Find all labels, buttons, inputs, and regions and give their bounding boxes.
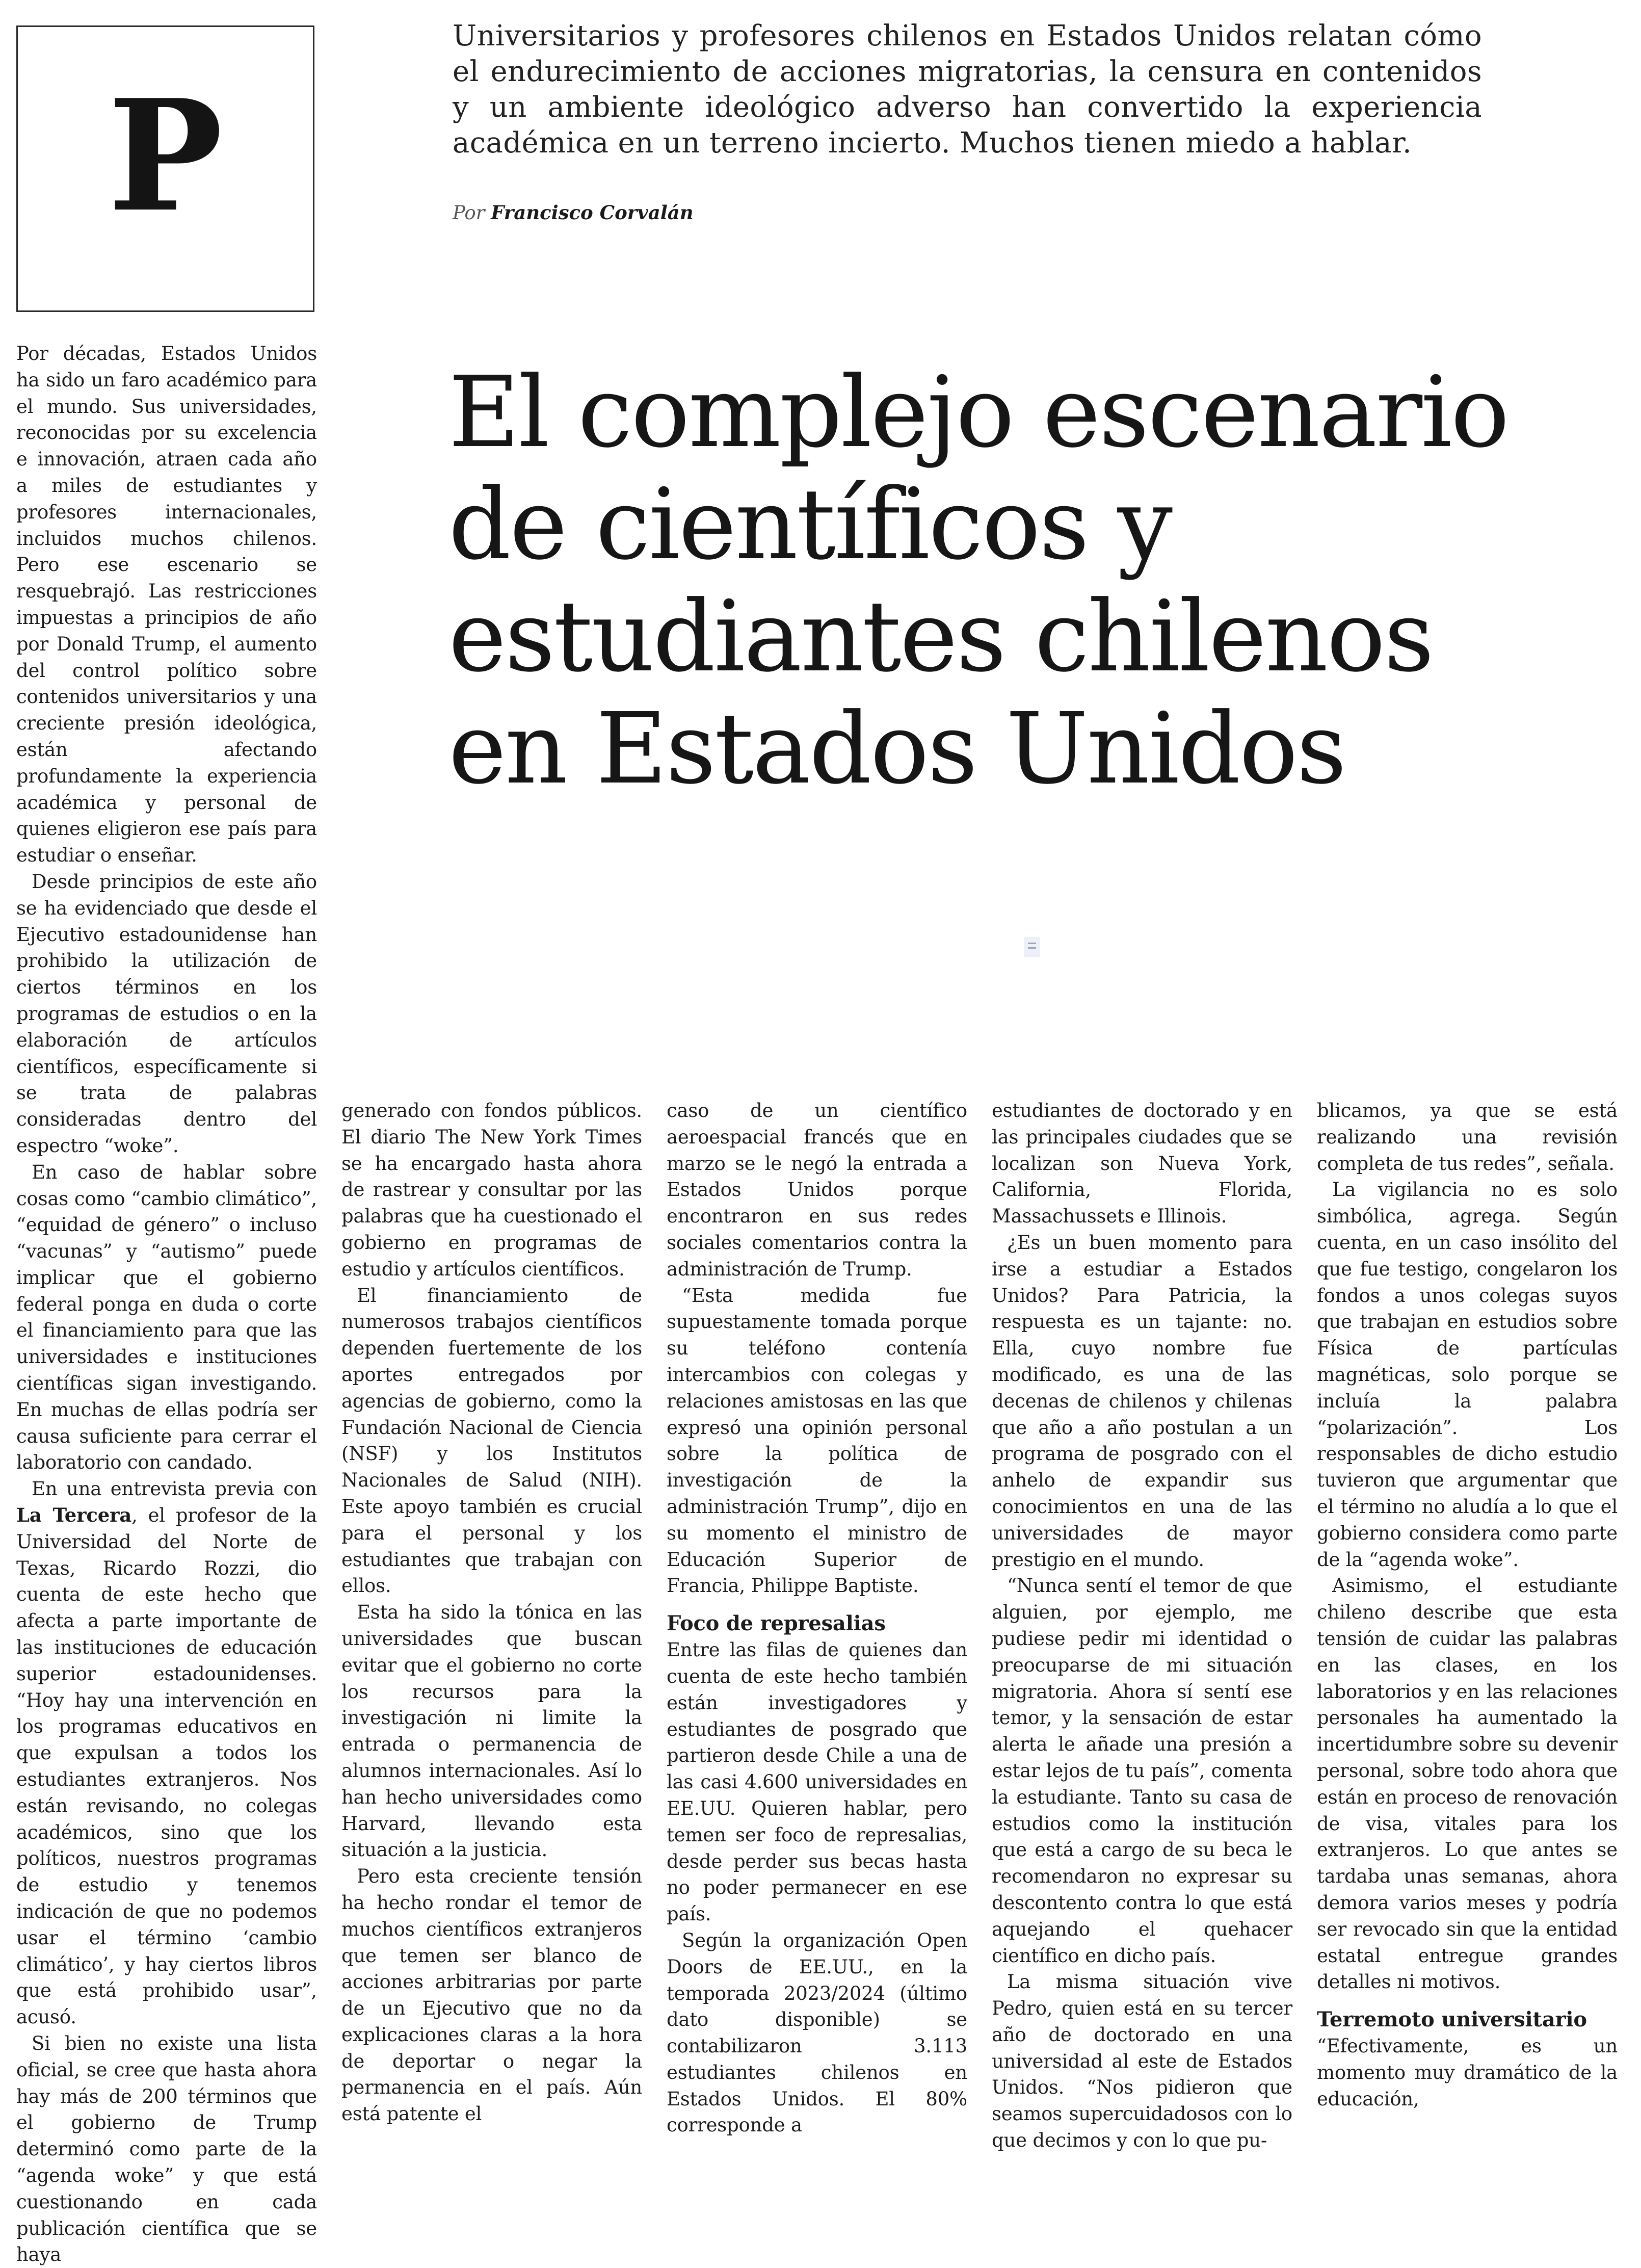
paragraph: El financiamiento de numerosos trabajos científicos dependen fuertemente de los aportes entregados por agencias de gobierno, como la Fundación Nacional de Ciencia (NSF) y los Institutos Nacionales de Salud (NIH). Este apoyo también es crucial para el personal y los estudiantes que trabajan con ellos. xyxy=(341,1284,642,1597)
subheading: Terremoto universitario xyxy=(1317,2008,1587,2032)
headline-line: estudiantes chilenos xyxy=(448,580,1433,694)
paragraph: Por décadas, Estados Unidos ha sido un faro académico para el mundo. Sus universidades, reconocidas por su excelencia e innovación, atraen cada año a miles de estudiantes y profesores internacionales, incluidos muchos chilenos. Pero ese escenario se resquebrajó. Las restricciones impuestas a principios de año por Donald Trump, el aumento del control político sobre contenidos universitarios y una creciente presión ideológica, están afectando profundamente la experiencia académica y personal de quienes eligieron ese país para estudiar o enseñar. xyxy=(16,343,317,867)
subheading: Foco de represalias xyxy=(667,1611,886,1636)
byline xyxy=(453,201,694,224)
paragraph: Desde principios de este año se ha evidenciado que desde el Ejecutivo estadounidense han prohibido la utilización de ciertos términos en los programas de estudios o en la elaboración de artículos científicos, específicamente si se trata de palabras consideradas dentro del espectro “woke”. xyxy=(16,870,317,1157)
article-headline xyxy=(448,357,1570,805)
byline-prefix: Por xyxy=(453,202,485,224)
paragraph: “Nunca sentí el temor de que alguien, por ejemplo, me pudiese pedir mi identidad o preocuparse de mi situación migratoria. Ahora sí sentí ese temor, y la sensación de estar alerta le añade una presión a estar lejos de tu país”, comenta la estudiante. Tanto su casa de estudios como la institución que está a cargo de su beca le recomendaron no expresar su descontento contra lo que está aquejando el quehacer científico en dicho país. xyxy=(992,1575,1292,1967)
headline-line: en Estados Unidos xyxy=(448,692,1345,806)
body-column-3 xyxy=(667,1098,967,2139)
body-column-4 xyxy=(992,1098,1292,2154)
paragraph: Si bien no existe una lista oficial, se cree que hasta ahora hay más de 200 términos que el gobierno de Trump determinó como parte de la “agenda woke” y que está cuestionando en cada publicación científica que se haya xyxy=(16,2032,317,2266)
paragraph-text: , el profesor de la Universidad del Norte de Texas, Ricardo Rozzi, dio cuenta de este hecho que afecta a parte importante de las instituciones de educación superior estadounidenses. “Hoy hay una intervención en los programas educativos en que expulsan a todos los estudiantes extranjeros. Nos están revisando, no colegas académicos, sino que los políticos, nuestros programas de estudio y tenemos indicación de que no podemos usar el término ‘cambio climático’, y hay ciertos libros que está prohibido usar”, acusó. xyxy=(16,1504,317,2028)
paragraph: Asimismo, el estudiante chileno describe que esta tensión de cuidar las palabras en las clases, en los laboratorios y en las relaciones personales ha aumentado la incertidumbre sobre su devenir personal, sobre todo ahora que están en proceso de renovación de visa, vitales para los extranjeros. Lo que antes se tardaba unas semanas, ahora demora varios meses y podría ser revocado sin que la entidad estatal entregue grandes detalles ni motivos. xyxy=(1317,1575,1618,1993)
body-column-5 xyxy=(1317,1098,1618,2112)
paragraph: generado con fondos públicos. El diario The New York Times se ha encargado hasta ahora de rastrear y consultar por las palabras que ha cuestionado el gobierno en programas de estudio y artículos científicos. xyxy=(341,1100,642,1280)
paragraph: Pero esta creciente tensión ha hecho rondar el temor de muchos científicos extranjeros que temen ser blanco de acciones arbitrarias por parte de un Ejecutivo que no da explicaciones claras a la hora de deportar o negar la permanencia en el país. Aún está patente el xyxy=(341,1865,642,2125)
paragraph: blicamos, ya que se está realizando una revisión completa de tus redes”, señala. xyxy=(1317,1100,1618,1175)
headline-line: de científicos y xyxy=(448,468,1171,582)
paragraph xyxy=(16,1476,317,2030)
headline-line: El complejo escenario xyxy=(448,356,1508,470)
byline-author: Francisco Corvalán xyxy=(491,201,694,224)
article-deck: Universitarios y profesores chilenos en Estados Unidos relatan cómo el endurecimiento de acciones migratorias, la censura en contenidos y un ambiente ideológico adverso han convertido la experiencia académica en un terreno incierto. Muchos tienen miedo a hablar. xyxy=(453,19,1482,160)
paragraph: Esta ha sido la tónica en las universidades que buscan evitar que el gobierno no corte los recursos para la investigación ni limite la entrada o permanencia de alumnos internacionales. Así lo han hecho universidades como Harvard, llevando esta situación a la justicia. xyxy=(341,1601,642,1861)
newspaper-name: La Tercera xyxy=(16,1504,132,1527)
paragraph: estudiantes de doctorado y en las principales ciudades que se localizan son Nueva York, California, Florida, Massachussets e Illinois. xyxy=(992,1100,1292,1228)
paragraph: En caso de hablar sobre cosas como “cambio climático”, “equidad de género” o incluso “vacunas” y “autismo” puede implicar que el gobierno federal ponga en duda o corte el financiamiento para que las universidades e instituciones científicas sigan investigando. En muchas de ellas podría ser causa suficiente para cerrar el laboratorio con candado. xyxy=(16,1161,317,1474)
paragraph: caso de un científico aeroespacial francés que en marzo se le negó la entrada a Estados Unidos porque encontraron en sus redes sociales comentarios contra la administración de Trump. xyxy=(667,1100,967,1280)
paragraph: La vigilancia no es solo simbólica, agrega. Según cuenta, en un caso insólito del que fue testigo, congelaron los fondos a unos colegas suyos que trabajan en estudios sobre Física de partículas magnéticas, solo porque se incluía la palabra “polarización”. Los responsables de dicho estudio tuvieron que argumentar que el término no aludía a lo que el gobierno considera como parte de la “agenda woke”. xyxy=(1317,1179,1618,1571)
paragraph: “Esta medida fue supuestamente tomada porque su teléfono contenía intercambios con colegas y relaciones amistosas en las que expresó una opinión personal sobre la política de investigación de la administración Trump”, dijo en su momento el ministro de Educación Superior de Francia, Philippe Baptiste. xyxy=(667,1284,967,1597)
paragraph-text: En una entrevista previa con xyxy=(32,1478,317,1500)
body-column-1 xyxy=(16,341,317,2266)
section-logo xyxy=(16,25,314,312)
paragraph: Entre las filas de quienes dan cuenta de este hecho también están investigadores y estudiantes de posgrado que partieron desde Chile a una de las casi 4.600 universidades en EE.UU. Quieren hablar, pero temen ser foco de represalias, desde perder sus becas hasta no poder permanecer en ese país. xyxy=(667,1639,967,1925)
paragraph: La misma situación vive Pedro, quien está en su tercer año de doctorado en una universidad al este de Estados Unidos. “Nos pidieron que seamos supercuidadosos con lo que decimos y con lo que pu- xyxy=(992,1971,1292,2152)
paragraph: Según la organización Open Doors de EE.UU., en la temporada 2023/2024 (último dato disponible) se contabilizaron 3.113 estudiantes chilenos en Estados Unidos. El 80% corresponde a xyxy=(667,1929,967,2136)
paragraph: ¿Es un buen momento para irse a estudiar a Estados Unidos? Para Patricia, la respuesta es un tajante: no. Ella, cuyo nombre fue modificado, es una de las decenas de chilenos y chilenas que año a año postulan a un programa de posgrado con el anhelo de expandir sus conocimientos en una de las universidades de mayor prestigio en el mundo. xyxy=(992,1231,1292,1571)
note-icon[interactable] xyxy=(1024,937,1040,957)
body-column-2 xyxy=(341,1098,642,2127)
logo-letter: P xyxy=(108,66,223,246)
paragraph: “Efectivamente, es un momento muy dramático de la educación, xyxy=(1317,2035,1618,2110)
